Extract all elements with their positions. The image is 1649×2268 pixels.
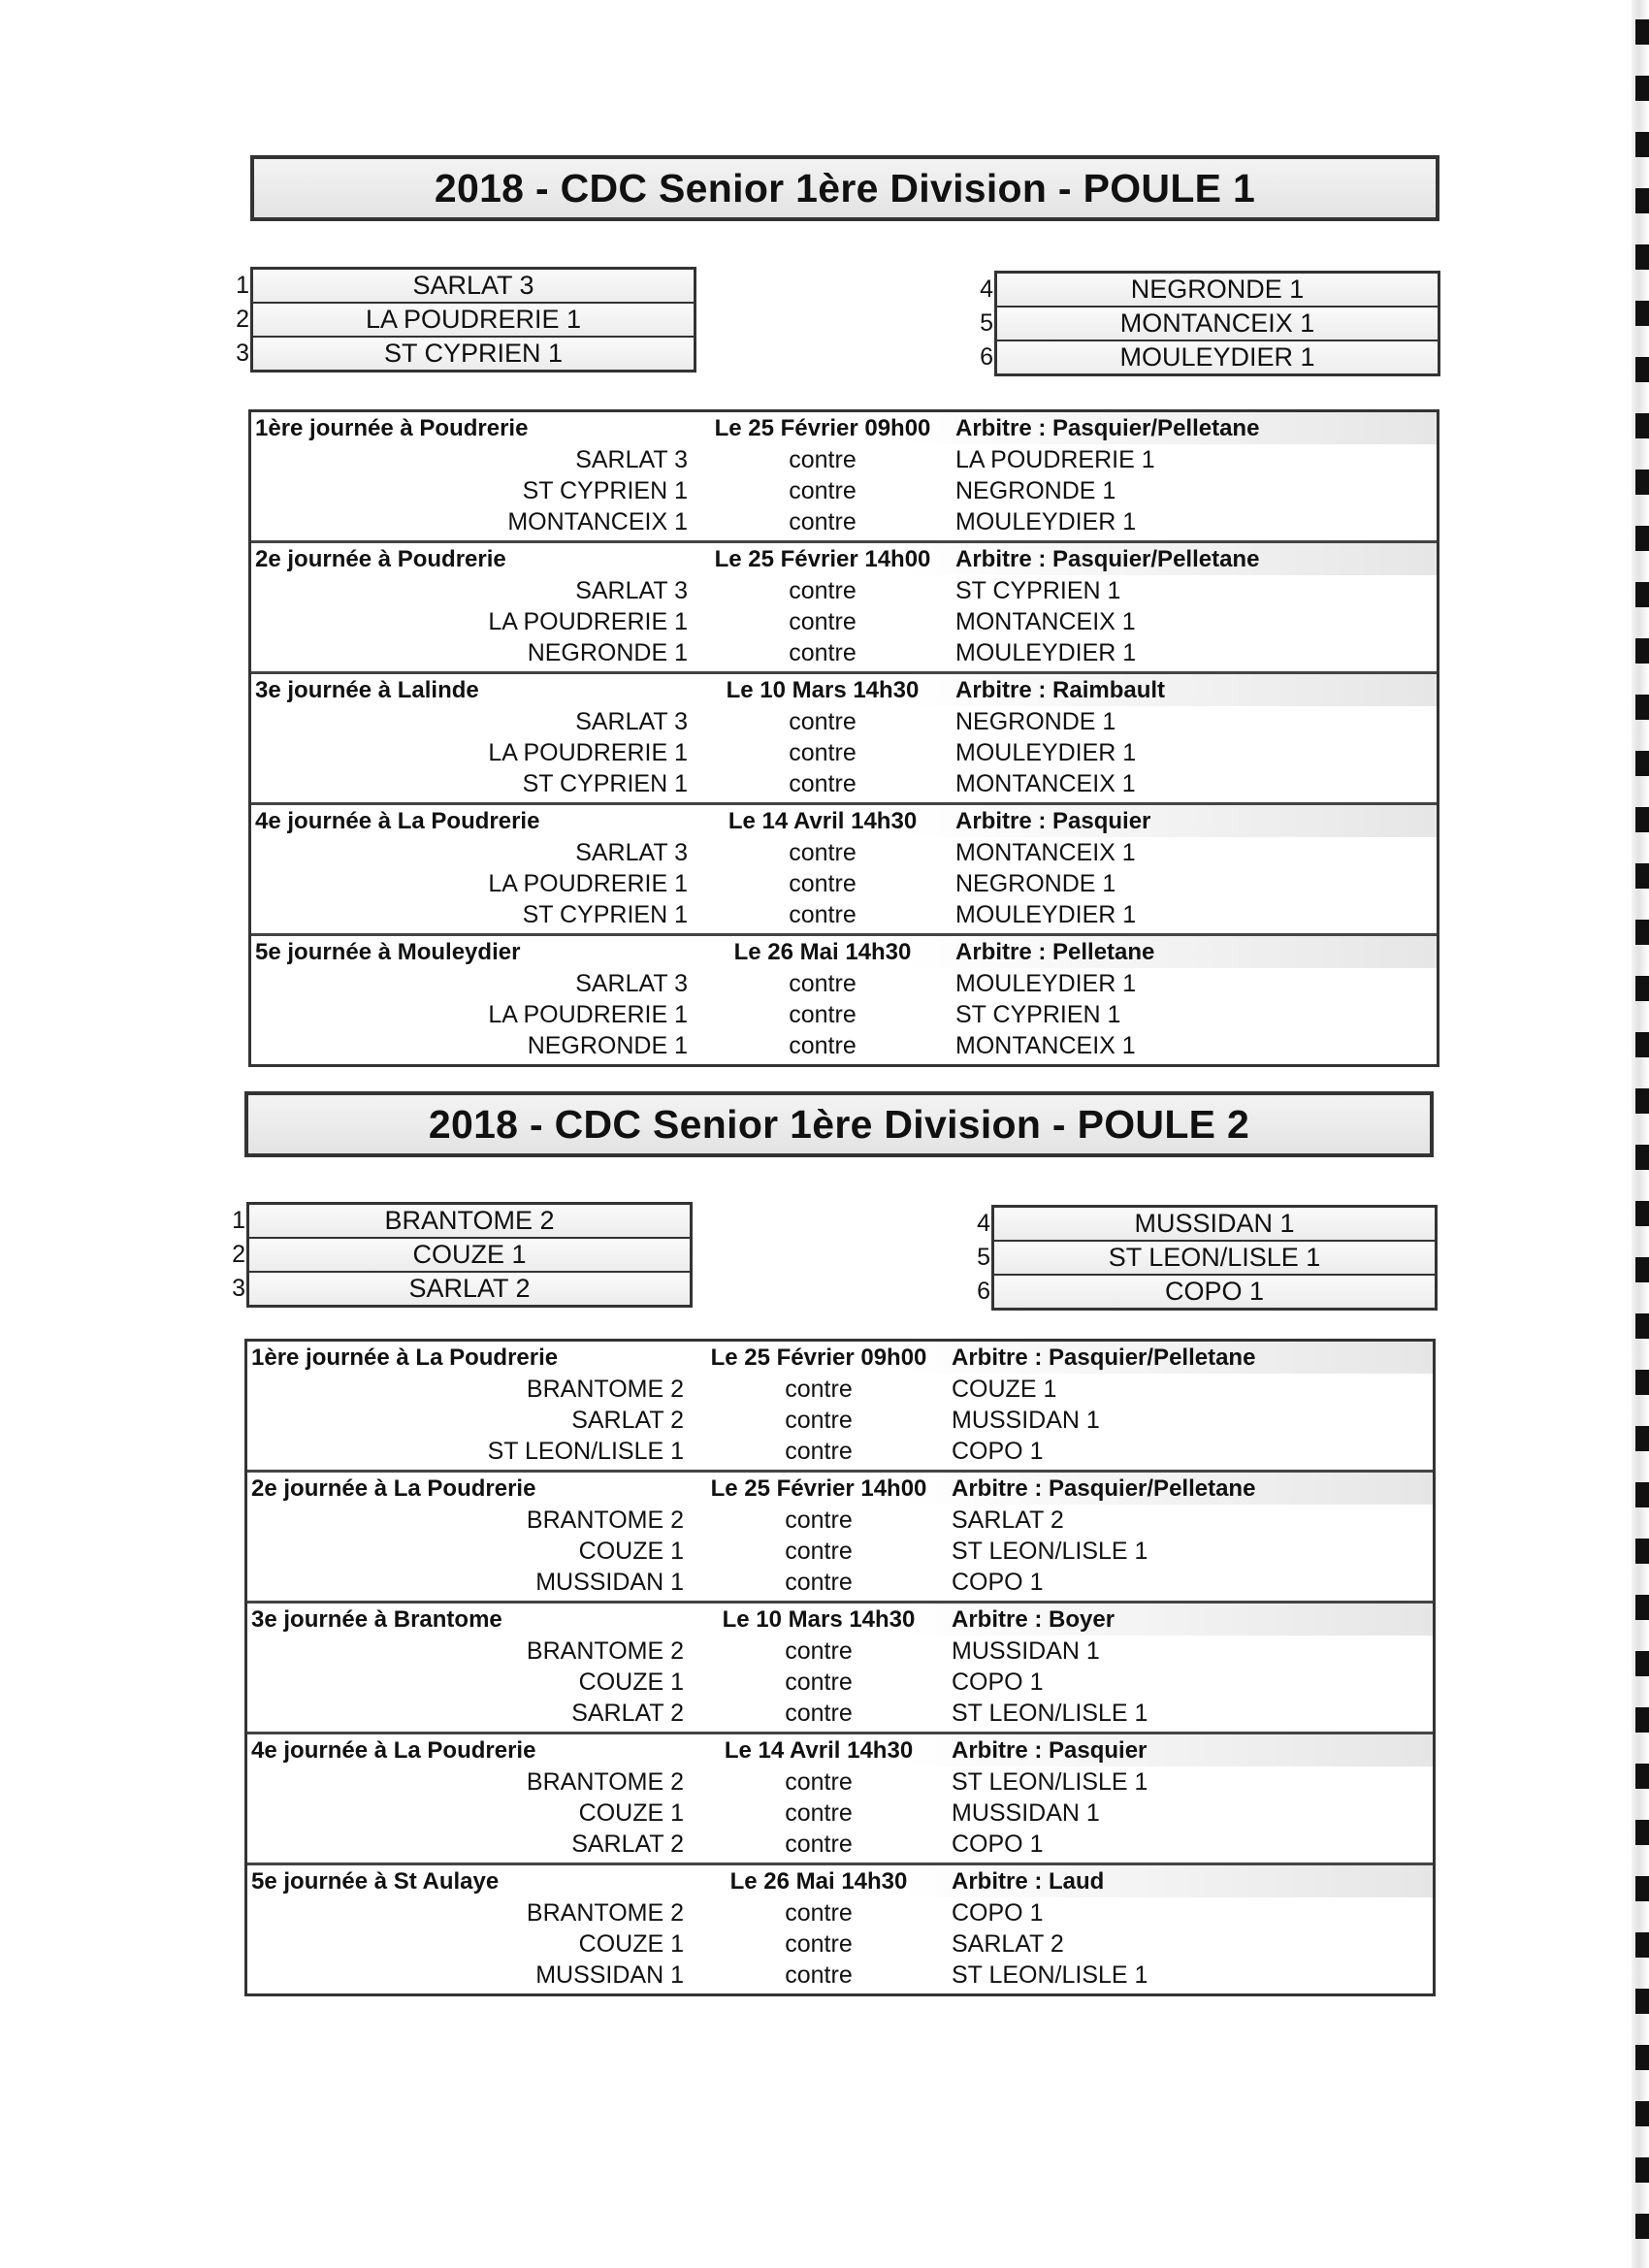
journee-arbitre: Arbitre : Pelletane	[955, 938, 1155, 965]
away-team: MONTANCEIX 1	[955, 769, 1136, 797]
away-team: COPO 1	[952, 1830, 1044, 1858]
match-row	[251, 1030, 1437, 1061]
journee-date: Le 26 Mai 14h30	[733, 938, 912, 965]
away-team: MONTANCEIX 1	[955, 1031, 1136, 1059]
away-team: MONTANCEIX 1	[955, 838, 1136, 866]
journee	[247, 1865, 1433, 1993]
team-name: SARLAT 3	[412, 271, 534, 300]
teams-right	[977, 1205, 1438, 1311]
away-team: MOULEYDIER 1	[955, 969, 1137, 997]
match-row	[247, 1897, 1433, 1928]
home-team: LA POUDRERIE 1	[488, 869, 688, 897]
home-team: SARLAT 3	[575, 707, 688, 735]
match-row	[247, 1766, 1433, 1798]
away-team: MOULEYDIER 1	[955, 507, 1137, 535]
match-row	[247, 1567, 1433, 1598]
journee-header	[247, 1473, 1433, 1505]
versus: contre	[789, 507, 857, 535]
match-row	[247, 1667, 1433, 1698]
versus: contre	[789, 1031, 857, 1059]
match-row	[247, 1928, 1433, 1960]
versus: contre	[789, 1000, 857, 1028]
away-team: ST CYPRIEN 1	[955, 1000, 1121, 1028]
team-name: MUSSIDAN 1	[1134, 1209, 1295, 1238]
journee	[251, 805, 1437, 936]
home-team: SARLAT 2	[571, 1830, 684, 1858]
match-row	[251, 868, 1437, 899]
journee-venue: 3e journée à Lalinde	[255, 676, 479, 703]
journee-venue: 1ère journée à La Poudrerie	[251, 1344, 559, 1371]
versus: contre	[789, 838, 857, 866]
journee	[247, 1473, 1433, 1604]
schedule-table	[248, 409, 1439, 1067]
teams-right	[980, 271, 1440, 376]
team-number: 4	[980, 275, 993, 303]
poule-title: 2018 - CDC Senior 1ère Division - POULE 1	[250, 155, 1439, 221]
match-row	[247, 1829, 1433, 1860]
away-team: COPO 1	[952, 1898, 1044, 1927]
versus: contre	[789, 769, 857, 797]
away-team: ST CYPRIEN 1	[955, 576, 1121, 604]
versus: contre	[785, 1375, 853, 1403]
team-number: 2	[236, 306, 249, 333]
journee	[251, 674, 1437, 805]
versus: contre	[785, 1668, 853, 1696]
home-team: BRANTOME 2	[526, 1375, 684, 1403]
home-team: MUSSIDAN 1	[535, 1960, 684, 1989]
journee	[247, 1734, 1433, 1865]
journee-venue: 3e journée à Brantome	[251, 1605, 502, 1633]
team-number: 2	[232, 1241, 245, 1268]
home-team: BRANTOME 2	[526, 1898, 684, 1927]
versus: contre	[789, 445, 857, 473]
journee-date: Le 25 Février 09h00	[714, 414, 931, 441]
match-row	[251, 768, 1437, 799]
team-row	[980, 341, 1438, 373]
match-row	[251, 637, 1437, 668]
home-team: ST CYPRIEN 1	[522, 476, 688, 504]
home-team: ST LEON/LISLE 1	[487, 1437, 684, 1465]
versus: contre	[785, 1699, 853, 1727]
away-team: NEGRONDE 1	[955, 476, 1116, 504]
match-row	[251, 475, 1437, 506]
team-row	[977, 1208, 1435, 1242]
team-row	[977, 1276, 1435, 1308]
journee-header	[251, 674, 1437, 706]
away-team: COPO 1	[952, 1668, 1044, 1696]
team-name: SARLAT 2	[408, 1274, 531, 1303]
journee-venue: 5e journée à Mouleydier	[255, 938, 521, 965]
versus: contre	[785, 1406, 853, 1434]
journee-arbitre: Arbitre : Pasquier	[952, 1736, 1148, 1764]
versus: contre	[789, 638, 857, 666]
team-row	[977, 1242, 1435, 1276]
home-team: NEGRONDE 1	[527, 638, 688, 666]
away-team: ST LEON/LISLE 1	[952, 1960, 1148, 1989]
versus: contre	[785, 1798, 853, 1827]
journee-date: Le 14 Avril 14h30	[728, 807, 918, 834]
versus: contre	[789, 869, 857, 897]
team-number: 3	[232, 1275, 245, 1302]
journee-header	[251, 543, 1437, 575]
versus: contre	[789, 900, 857, 928]
team-number: 3	[236, 340, 249, 367]
team-number: 6	[977, 1278, 990, 1305]
team-name: LA POUDRERIE 1	[365, 305, 582, 334]
away-team: COPO 1	[952, 1437, 1044, 1465]
team-row	[232, 1239, 690, 1273]
journee-header	[247, 1865, 1433, 1897]
match-row	[247, 1698, 1433, 1729]
versus: contre	[785, 1929, 853, 1958]
journee	[247, 1342, 1433, 1473]
journee	[251, 543, 1437, 674]
team-name: MOULEYDIER 1	[1119, 342, 1315, 372]
match-row	[251, 506, 1437, 537]
match-row	[247, 1436, 1433, 1467]
journee-arbitre: Arbitre : Pasquier/Pelletane	[952, 1344, 1256, 1371]
team-row	[980, 308, 1438, 341]
away-team: MUSSIDAN 1	[952, 1798, 1100, 1827]
match-row	[251, 899, 1437, 930]
journee-date: Le 10 Mars 14h30	[726, 676, 920, 703]
versus: contre	[785, 1506, 853, 1534]
home-team: SARLAT 3	[575, 838, 688, 866]
away-team: ST LEON/LISLE 1	[952, 1537, 1148, 1565]
away-team: SARLAT 2	[952, 1929, 1064, 1958]
home-team: LA POUDRERIE 1	[488, 738, 688, 766]
versus: contre	[789, 576, 857, 604]
versus: contre	[785, 1830, 853, 1858]
team-number: 4	[977, 1210, 990, 1237]
journee-header	[251, 936, 1437, 968]
team-number: 6	[980, 343, 993, 371]
journee-venue: 5e journée à St Aulaye	[251, 1867, 500, 1895]
team-number: 5	[977, 1244, 990, 1271]
away-team: MOULEYDIER 1	[955, 900, 1137, 928]
journee-date: Le 26 Mai 14h30	[729, 1867, 908, 1895]
match-row	[251, 575, 1437, 606]
match-row	[247, 1636, 1433, 1667]
versus: contre	[785, 1898, 853, 1927]
team-row	[232, 1205, 690, 1239]
team-name: NEGRONDE 1	[1130, 275, 1305, 304]
team-name: BRANTOME 2	[384, 1206, 555, 1235]
journee-venue: 4e journée à La Poudrerie	[251, 1736, 536, 1764]
versus: contre	[785, 1767, 853, 1796]
home-team: COUZE 1	[578, 1537, 684, 1565]
journee-date: Le 25 Février 09h00	[710, 1344, 927, 1371]
versus: contre	[789, 738, 857, 766]
match-row	[247, 1536, 1433, 1567]
away-team: ST LEON/LISLE 1	[952, 1699, 1148, 1727]
home-team: LA POUDRERIE 1	[488, 1000, 688, 1028]
teams-left	[232, 1202, 693, 1308]
away-team: MUSSIDAN 1	[952, 1406, 1100, 1434]
team-row	[980, 274, 1438, 308]
team-name: COPO 1	[1164, 1277, 1265, 1306]
match-row	[251, 837, 1437, 868]
match-row	[251, 606, 1437, 637]
binding-marks	[1635, 19, 1649, 2251]
match-row	[251, 999, 1437, 1030]
schedule-table	[244, 1339, 1436, 1996]
versus: contre	[785, 1537, 853, 1565]
home-team: BRANTOME 2	[526, 1636, 684, 1665]
versus: contre	[785, 1960, 853, 1989]
match-row	[251, 737, 1437, 768]
poule-title: 2018 - CDC Senior 1ère Division - POULE 2	[244, 1091, 1434, 1157]
team-name: COUZE 1	[412, 1240, 527, 1269]
journee-header	[251, 412, 1437, 444]
away-team: MOULEYDIER 1	[955, 638, 1137, 666]
away-team: NEGRONDE 1	[955, 707, 1116, 735]
home-team: MUSSIDAN 1	[535, 1568, 684, 1596]
journee-venue: 2e journée à La Poudrerie	[251, 1474, 536, 1502]
versus: contre	[785, 1437, 853, 1465]
match-row	[251, 444, 1437, 475]
journee-header	[247, 1342, 1433, 1374]
journee-venue: 1ère journée à Poudrerie	[255, 414, 529, 441]
home-team: COUZE 1	[578, 1668, 684, 1696]
home-team: MONTANCEIX 1	[507, 507, 688, 535]
home-team: SARLAT 3	[575, 576, 688, 604]
match-row	[247, 1960, 1433, 1991]
journee-venue: 2e journée à Poudrerie	[255, 545, 506, 572]
journee-arbitre: Arbitre : Laud	[952, 1867, 1105, 1895]
match-row	[247, 1374, 1433, 1405]
away-team: COPO 1	[952, 1568, 1044, 1596]
versus: contre	[789, 607, 857, 635]
match-row	[251, 968, 1437, 999]
journee-header	[247, 1734, 1433, 1766]
journee-date: Le 10 Mars 14h30	[722, 1605, 916, 1633]
away-team: COUZE 1	[952, 1375, 1057, 1403]
journee-arbitre: Arbitre : Boyer	[952, 1605, 1116, 1633]
team-row	[236, 338, 694, 370]
journee-date: Le 14 Avril 14h30	[724, 1736, 914, 1764]
home-team: BRANTOME 2	[526, 1767, 684, 1796]
away-team: SARLAT 2	[952, 1506, 1064, 1534]
home-team: BRANTOME 2	[526, 1506, 684, 1534]
away-team: MOULEYDIER 1	[955, 738, 1137, 766]
home-team: SARLAT 2	[571, 1406, 684, 1434]
home-team: LA POUDRERIE 1	[488, 607, 688, 635]
home-team: COUZE 1	[578, 1929, 684, 1958]
journee-arbitre: Arbitre : Pasquier	[955, 807, 1151, 834]
journee	[251, 412, 1437, 543]
home-team: ST CYPRIEN 1	[522, 769, 688, 797]
team-number: 1	[236, 272, 249, 299]
home-team: ST CYPRIEN 1	[522, 900, 688, 928]
versus: contre	[785, 1568, 853, 1596]
away-team: MONTANCEIX 1	[955, 607, 1136, 635]
journee-arbitre: Arbitre : Pasquier/Pelletane	[955, 545, 1260, 572]
journee-arbitre: Arbitre : Pasquier/Pelletane	[952, 1474, 1256, 1502]
versus: contre	[789, 707, 857, 735]
journee-header	[247, 1604, 1433, 1636]
team-row	[232, 1273, 690, 1305]
team-row	[236, 304, 694, 338]
match-row	[251, 706, 1437, 737]
team-number: 5	[980, 309, 993, 337]
match-row	[247, 1505, 1433, 1536]
team-name: MONTANCEIX 1	[1119, 308, 1315, 338]
journee-arbitre: Arbitre : Raimbault	[955, 676, 1166, 703]
journee-header	[251, 805, 1437, 837]
team-number: 1	[232, 1207, 245, 1234]
home-team: SARLAT 3	[575, 969, 688, 997]
team-name: ST LEON/LISLE 1	[1108, 1243, 1321, 1272]
home-team: COUZE 1	[578, 1798, 684, 1827]
versus: contre	[785, 1636, 853, 1665]
versus: contre	[789, 969, 857, 997]
away-team: MUSSIDAN 1	[952, 1636, 1100, 1665]
away-team: LA POUDRERIE 1	[955, 445, 1155, 473]
home-team: SARLAT 3	[575, 445, 688, 473]
versus: contre	[789, 476, 857, 504]
match-row	[247, 1798, 1433, 1829]
journee	[247, 1604, 1433, 1734]
home-team: NEGRONDE 1	[527, 1031, 688, 1059]
journee-date: Le 25 Février 14h00	[714, 545, 931, 572]
teams-left	[236, 267, 696, 373]
journee-venue: 4e journée à La Poudrerie	[255, 807, 540, 834]
journee-arbitre: Arbitre : Pasquier/Pelletane	[955, 414, 1260, 441]
away-team: ST LEON/LISLE 1	[952, 1767, 1148, 1796]
home-team: SARLAT 2	[571, 1699, 684, 1727]
journee-date: Le 25 Février 14h00	[710, 1474, 927, 1502]
team-name: ST CYPRIEN 1	[383, 339, 564, 368]
journee	[251, 936, 1437, 1064]
away-team: NEGRONDE 1	[955, 869, 1116, 897]
match-row	[247, 1405, 1433, 1436]
team-row	[236, 270, 694, 304]
